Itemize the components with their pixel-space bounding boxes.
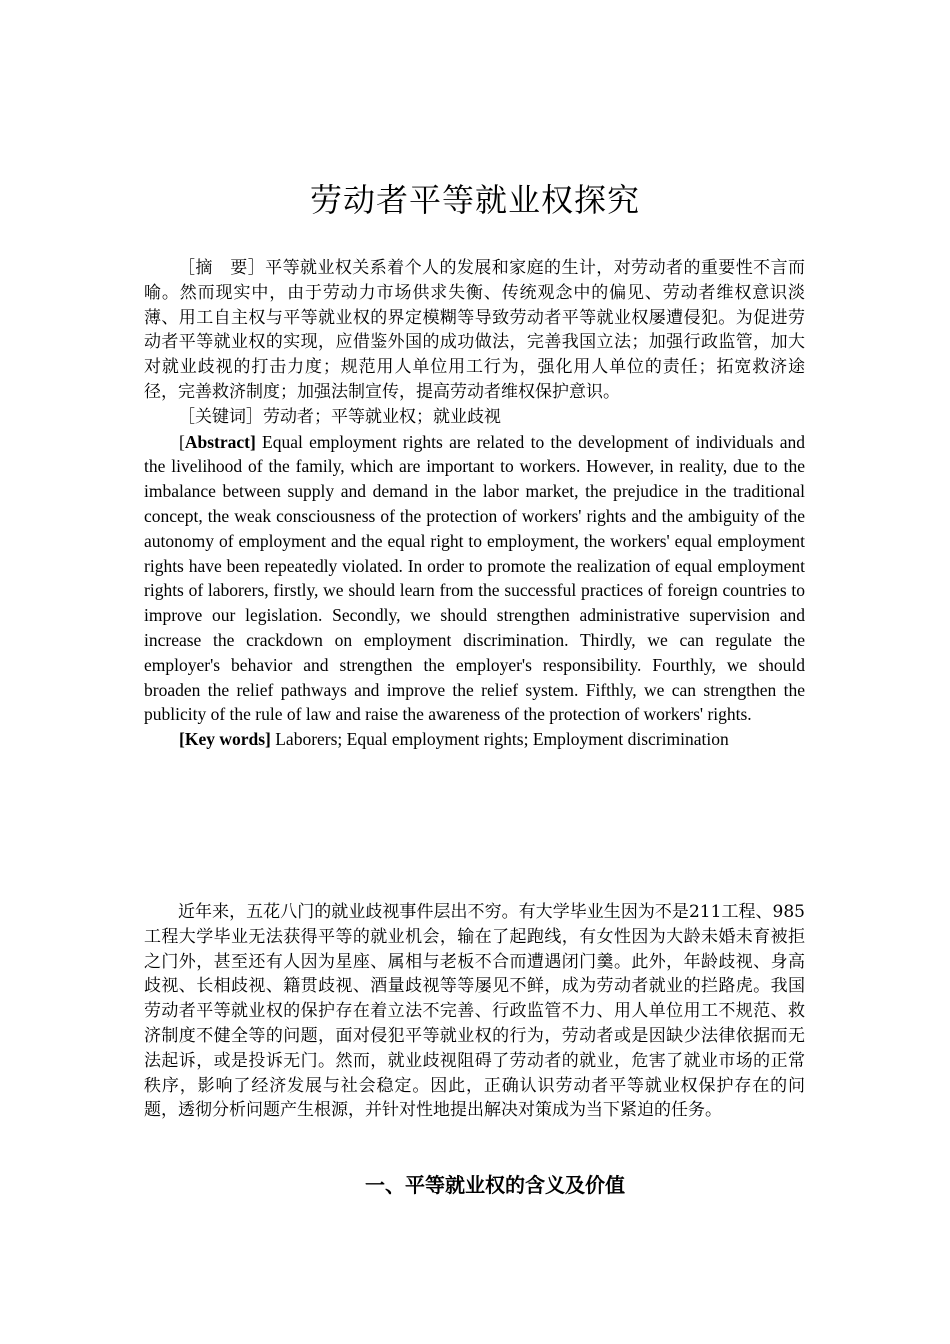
paper-title: 劳动者平等就业权探究	[309, 181, 640, 219]
keywords-en-paragraph	[144, 727, 805, 752]
introduction-section	[144, 900, 805, 1123]
intro-paragraph: 近年来，五花八门的就业歧视事件层出不穷。有大学毕业生因为不是211工程、985工程大学毕业无法获得平等的就业机会，输在了起跑线，有女性因为大龄未婚未育被拒之门外，甚至还有人因为星座、属相与老板不合而遭遇闭门羹。此外，年龄歧视、身高歧视、长相歧视、籍贯歧视、酒量歧视等等屡见不鲜，成为劳动者就业的拦路虎。我国劳动者平等就业权的保护存在着立法不完善、行政监管不力、用人单位用工不规范、救济制度不健全等的问题，面对侵犯平等就业权的行为，劳动者或是因缺少法律依据而无法起诉，或是投诉无门。然而，就业歧视阻碍了劳动者的就业，危害了就业市场的正常秩序，影响了经济发展与社会稳定。因此，正确认识劳动者平等就业权保护存在的问题，透彻分析问题产生根源，并针对性地提出解决对策成为当下紧迫的任务。	[144, 902, 805, 1121]
abstract-cn-text: 平等就业权关系着个人的发展和家庭的生计，对劳动者的重要性不言而喻。然而现实中，由于劳动力市场供求失衡、传统观念中的偏见、劳动者维权意识淡薄、用工自主权与平等就业权的界定模糊等导致劳动者平等就业权屡遭侵犯。为促进劳动者平等就业权的实现，应借鉴外国的成功做法，完善我国立法；加强行政监管，加大对就业歧视的打击力度；规范用人单位用工行为，强化用人单位的责任；拓宽救济途径，完善救济制度；加强法制宣传，提高劳动者维权保护意识。	[144, 258, 806, 402]
abstract-section	[144, 256, 805, 752]
abstract-en-label: Abstract]	[184, 431, 256, 452]
abstract-en-text: Equal employment rights are related to the development of individuals and the livelihood of the family, which are important to workers. However, in reality, due to the imbalance between supply and demand in the labor market, the prejudice in the traditional concept, the weak consciousness of the protection of workers' rights and the ambiguity of the autonomy of employment and the equal right to employment, the workers' equal employment rights have been repeatedly violated. In order to promote the realization of equal employment rights of laborers, firstly, we should learn from the successful practices of foreign countries to improve our legislation. Secondly, we should strengthen administrative supervision and increase the crackdown on employment discrimination. Thirdly, we can regulate the employer's behavior and strengthen the employer's responsibility. Fourthly, we should broaden the relief pathways and improve the relief system. Fifthly, we can strengthen the publicity of the rule of law and raise the awareness of the protection of workers' rights.	[144, 431, 805, 725]
keywords-en-label: [Key words]	[179, 729, 271, 750]
abstract-en-paragraph	[144, 430, 805, 728]
keywords-cn-text: 劳动者；平等就业权；就业歧视	[263, 406, 501, 427]
keywords-cn-label: ［关键词］	[178, 406, 263, 427]
abstract-cn-paragraph	[144, 256, 805, 405]
abstract-en-bracket: [	[179, 431, 185, 452]
abstract-cn-label: ［摘 要］	[178, 258, 266, 278]
section-heading: 一、平等就业权的含义及价值	[365, 1173, 625, 1197]
keywords-en-text: Laborers; Equal employment rights; Employment discrimination	[270, 729, 729, 750]
keywords-cn-paragraph	[144, 405, 805, 430]
